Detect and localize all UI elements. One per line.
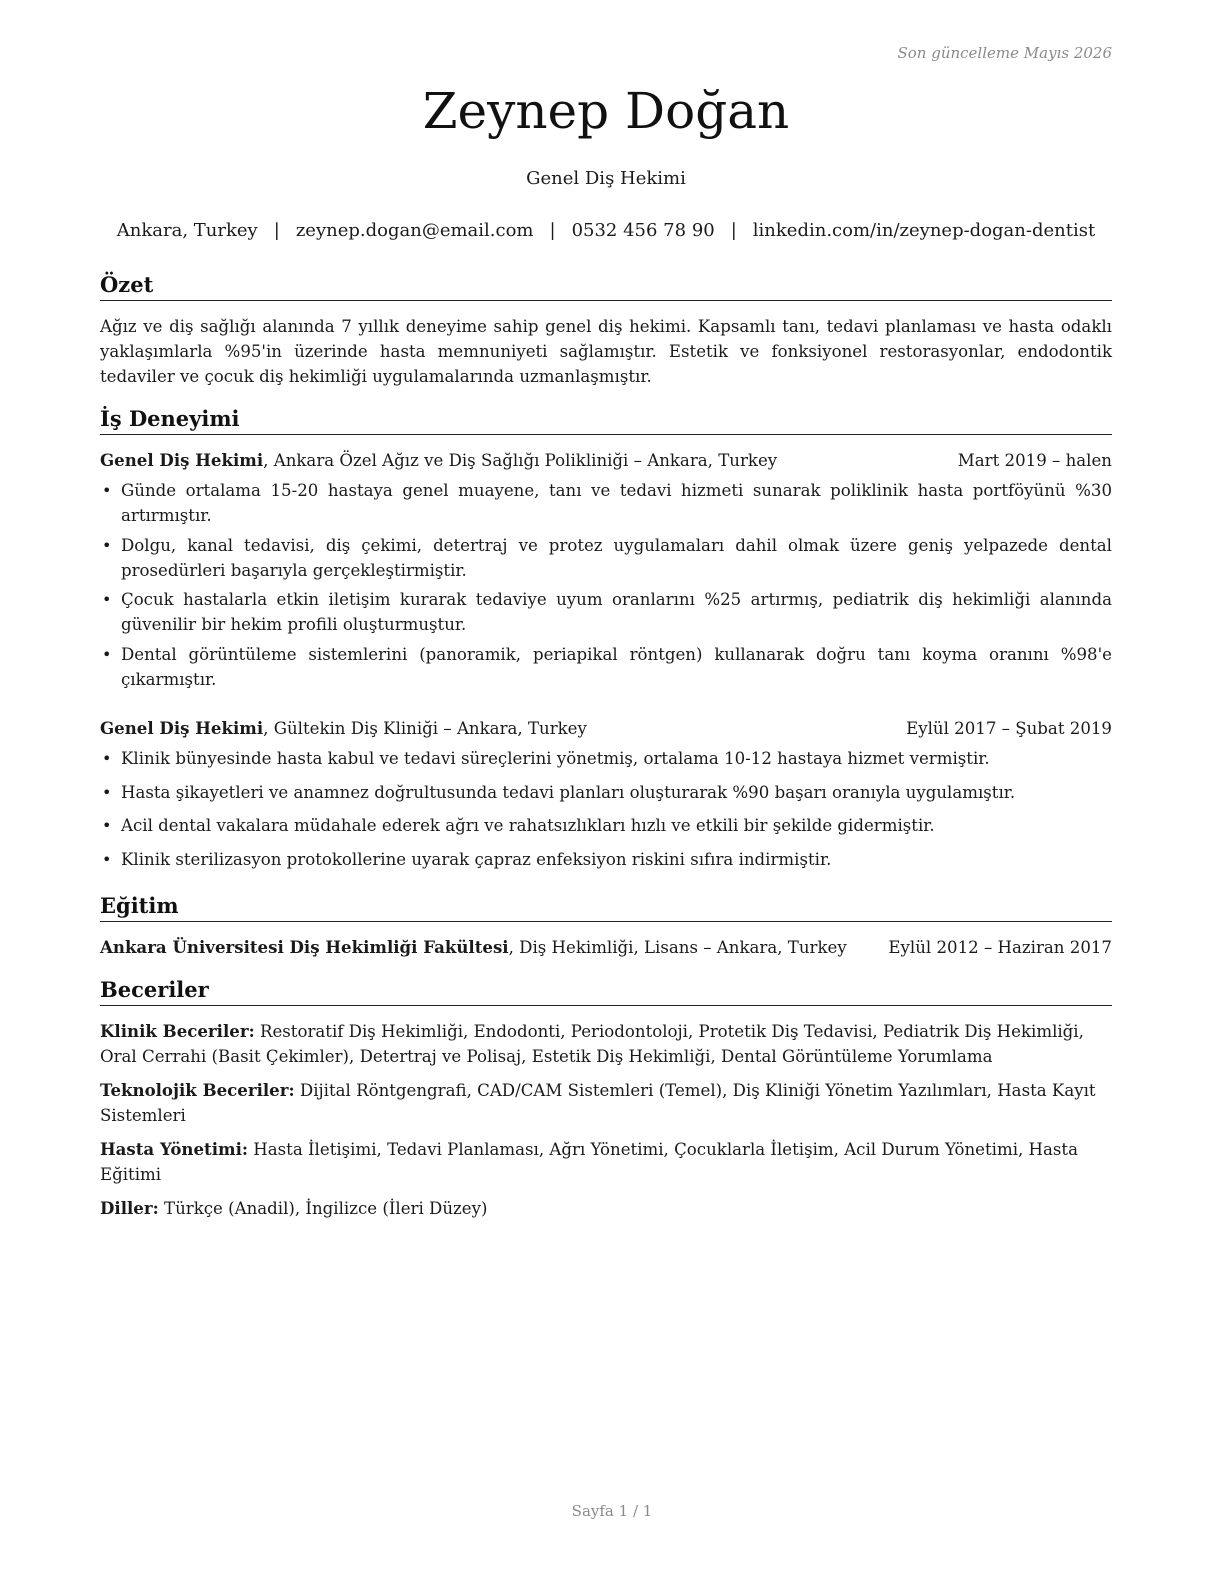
list-item: • Klinik sterilizasyon protokollerine uyarak çapraz enfeksiyon riskini sıfıra indirmiştir.: [100, 847, 1112, 872]
skill-label: Klinik Beceriler:: [100, 1021, 255, 1041]
contact-location: Ankara, Turkey: [116, 220, 258, 241]
job-dates: Eylül 2017 – Şubat 2019: [906, 719, 1112, 738]
contact-email[interactable]: zeynep.dogan@email.com: [295, 220, 534, 241]
candidate-name: Zeynep Doğan: [422, 82, 790, 140]
list-item: • Dental görüntüleme sistemlerini (panoramik, periapikal röntgen) kullanarak doğru tanı koyma oranını %98'e çıkarmıştır.: [100, 642, 1112, 692]
job-org: , Gültekin Diş Kliniği – Ankara, Turkey: [263, 719, 587, 738]
section-heading-education: Eğitim: [100, 892, 1112, 922]
skill-group: [100, 1019, 1112, 1069]
skill-group: [100, 1078, 1112, 1128]
education-detail: , Diş Hekimliği, Lisans – Ankara, Turkey: [508, 938, 847, 957]
skill-text: Restoratif Diş Hekimliği, Endodonti, Periodontoloji, Protetik Diş Tedavisi, Pediatrik Diş Hekimliği, Oral Cerrahi (Basit Çekimler), Detertraj ve Polisaj, Estetik Diş Hekimliği, Dental Görüntüleme Yorumlama: [100, 1022, 1084, 1066]
job-role: Genel Diş Hekimi: [100, 450, 264, 470]
last-updated: Son güncelleme Mayıs 2026: [897, 44, 1112, 62]
job-org: , Ankara Özel Ağız ve Diş Sağlığı Polikliniği – Ankara, Turkey: [263, 451, 778, 470]
list-item: • Hasta şikayetleri ve anamnez doğrultusunda tedavi planları oluşturarak %90 başarı oranıyla uygulamıştır.: [100, 780, 1112, 805]
summary-text: Ağız ve diş sağlığı alanında 7 yıllık deneyime sahip genel diş hekimi. Kapsamlı tanı, tedavi planlaması ve hasta odaklı yaklaşımlarla %95'in üzerinde hasta memnuniyeti sağlamıştır. Estetik ve fonksiyonel restorasyonlar, endodontik tedaviler ve çocuk diş hekimliği uygulamalarında uzmanlaşmıştır.: [100, 317, 1112, 386]
section-heading-summary: Özet: [100, 271, 1112, 301]
section-heading-experience: İş Deneyimi: [100, 405, 1112, 435]
list-item: • Acil dental vakalara müdahale ederek ağrı ve rahatsızlıkları hızlı ve etkili bir şekilde gidermiştir.: [100, 813, 1112, 838]
skill-label: Hasta Yönetimi:: [100, 1139, 249, 1159]
contact-separator: |: [730, 220, 737, 241]
list-item: • Çocuk hastalarla etkin iletişim kurarak tedaviye uyum oranlarını %25 artırmış, pediatrik diş hekimliği alanında güvenilir bir hekim profili oluşturmuştur.: [100, 587, 1112, 637]
list-item: • Günde ortalama 15-20 hastaya genel muayene, tanı ve tedavi hizmeti sunarak poliklinik hasta portföyünü %30 artırmıştır.: [100, 478, 1112, 528]
skill-label: Teknolojik Beceriler:: [100, 1080, 295, 1100]
contact-phone[interactable]: 0532 456 78 90: [571, 220, 715, 241]
list-item: • Dolgu, kanal tedavisi, diş çekimi, detertraj ve protez uygulamaları dahil olmak üzere geniş yelpazede dental prosedürleri başarıyla gerçekleştirmiştir.: [100, 533, 1112, 583]
job-dates: Mart 2019 – halen: [957, 451, 1112, 470]
skill-group: [100, 1196, 1112, 1221]
contact-linkedin[interactable]: linkedin.com/in/zeynep-dogan-dentist: [752, 220, 1096, 241]
contact-separator: |: [549, 220, 556, 241]
job-role: Genel Diş Hekimi: [100, 718, 264, 738]
job-bullets: [100, 478, 1112, 696]
skill-label: Diller:: [100, 1198, 159, 1218]
skill-text: Türkçe (Anadil), İngilizce (İleri Düzey): [158, 1199, 488, 1218]
job-bullets: [100, 746, 1112, 880]
skill-group: [100, 1137, 1112, 1187]
education-dates: Eylül 2012 – Haziran 2017: [888, 938, 1112, 957]
contact-separator: |: [273, 220, 280, 241]
education-entry: [100, 935, 1112, 960]
skill-text: Dijital Röntgengrafi, CAD/CAM Sistemleri (Temel), Diş Kliniği Yönetim Yazılımları, Hasta Kayıt Sistemleri: [100, 1081, 1096, 1125]
job-header: [100, 716, 1112, 741]
skill-text: Hasta İletişimi, Tedavi Planlaması, Ağrı Yönetimi, Çocuklarla İletişim, Acil Durum Yönetimi, Hasta Eğitimi: [100, 1140, 1078, 1184]
list-item: • Klinik bünyesinde hasta kabul ve tedavi süreçlerini yönetmiş, ortalama 10-12 hastaya hizmet vermiştir.: [100, 746, 1112, 771]
page-number: Sayfa 1 / 1: [571, 1502, 653, 1520]
contact-line: [100, 220, 1112, 241]
education-school: Ankara Üniversitesi Diş Hekimliği Fakültesi: [100, 937, 509, 957]
job-header: [100, 448, 1112, 473]
section-heading-skills: Beceriler: [100, 976, 1112, 1006]
candidate-title: Genel Diş Hekimi: [526, 168, 686, 189]
